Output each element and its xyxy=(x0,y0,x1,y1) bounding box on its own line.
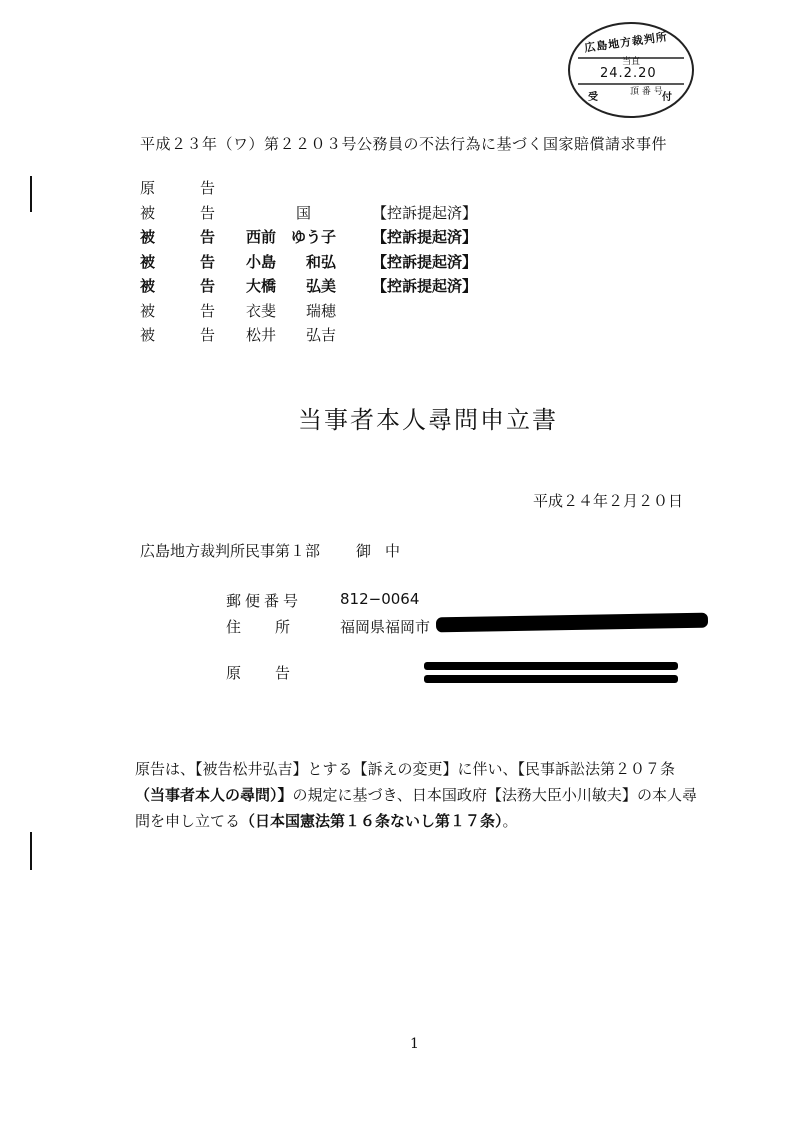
party-name: 衣斐 瑞穂 xyxy=(246,301,337,320)
party-suffix: 告 xyxy=(200,179,216,197)
stamp-court: 広島地方裁判所 xyxy=(583,30,669,55)
party-status: 【控訴提起済】 xyxy=(372,277,478,295)
redaction-name-1 xyxy=(424,662,678,670)
body-paragraph xyxy=(135,756,705,834)
body-text-7: 。 xyxy=(502,812,518,830)
page-number: 1 xyxy=(410,1036,419,1052)
address-label: 住所 xyxy=(226,618,325,636)
party-role: 被 xyxy=(140,277,156,295)
party-suffix: 告 xyxy=(200,203,216,222)
plaintiff-label: 原告 xyxy=(226,664,325,682)
addressee xyxy=(140,540,414,561)
party-name: 松井 弘吉 xyxy=(246,326,337,344)
party-role: 被 xyxy=(140,228,156,246)
address-value: 福岡県福岡市 xyxy=(340,618,431,636)
body-text-3: の規定に基づき、日本国政府 xyxy=(292,786,487,804)
party-name: 西前 ゆう子 xyxy=(246,228,337,246)
party-role: 被 xyxy=(140,301,156,320)
stamp-tsuki: 付 xyxy=(662,92,672,103)
stamp-counter: 頂 番 号 xyxy=(630,87,663,97)
body-text-1: 原告は、【被告松井弘吉】とする【訴えの変更】に伴い、【民事訴訟法第２０７条 xyxy=(135,760,676,778)
party-status: 【控訴提起済】 xyxy=(372,203,478,222)
receipt-stamp xyxy=(568,22,694,118)
party-suffix: 告 xyxy=(200,277,216,295)
postal-code: 812−0064 xyxy=(340,590,420,608)
stamp-date: 24.2.20 xyxy=(600,66,657,81)
addressee-court: 広島地方裁判所民事第１部 xyxy=(140,542,321,560)
postal-label: 郵便番号 xyxy=(226,592,303,610)
party-status: 【控訴提起済】 xyxy=(372,252,478,271)
margin-mark-top xyxy=(30,176,32,212)
body-text-4: 【法務大臣小川敏夫】 xyxy=(486,786,637,804)
party-suffix: 告 xyxy=(200,301,216,320)
body-text-2: （当事者本人の尋問）】 xyxy=(135,786,293,804)
party-role: 被 xyxy=(140,326,156,344)
redaction-name-2 xyxy=(424,675,678,683)
party-role: 被 xyxy=(140,252,156,271)
document-date: 平成２４年２月２０日 xyxy=(533,492,684,510)
party-role: 原 xyxy=(140,179,156,197)
party-name: 大橋 弘美 xyxy=(246,277,337,295)
redaction-address xyxy=(436,613,708,633)
margin-mark-bottom xyxy=(30,832,32,870)
party-suffix: 告 xyxy=(200,326,216,344)
party-status: 【控訴提起済】 xyxy=(372,228,478,246)
stamp-dept: 当直 xyxy=(622,57,641,67)
case-title: 平成２３年（ワ）第２２０３号公務員の不法行為に基づく国家賠償請求事件 xyxy=(140,135,668,153)
document-title: 当事者本人尋問申立書 xyxy=(298,406,558,434)
party-role: 被 xyxy=(140,203,156,222)
party-suffix: 告 xyxy=(200,252,216,271)
party-name: 小島 和弘 xyxy=(246,252,337,271)
party-suffix: 告 xyxy=(200,228,216,246)
addressee-honorific: 御中 xyxy=(356,542,415,560)
stamp-received: 受 xyxy=(588,92,598,103)
body-text-5: の本人尋問を申し立てる xyxy=(135,786,697,830)
body-text-6: （日本国憲法第１６条ないし第１７条） xyxy=(240,812,503,830)
party-name: 国 xyxy=(296,203,312,222)
